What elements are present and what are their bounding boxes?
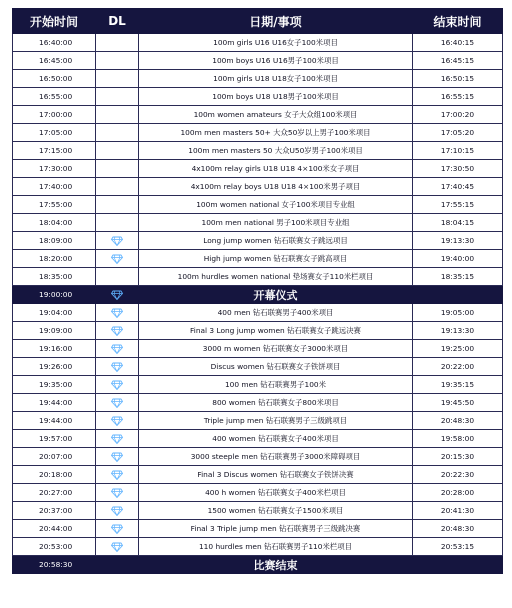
end-time-cell: 19:05:00 [413, 304, 503, 322]
table-row [13, 448, 503, 466]
table-row [13, 322, 503, 340]
dl-cell [96, 322, 139, 340]
start-time-cell: 18:20:00 [13, 250, 96, 268]
start-time-cell: 19:44:00 [13, 412, 96, 430]
schedule-sheet [12, 8, 502, 574]
end-time-cell [413, 556, 503, 574]
dl-cell [96, 178, 139, 196]
event-cell: 100m men masters 50 大众U50岁男子100米项目 [139, 142, 413, 160]
event-cell: 100m women amateurs 女子大众组100米项目 [139, 106, 413, 124]
column-header-dl: DL [96, 9, 139, 34]
table-header-row [13, 9, 503, 34]
dl-cell [96, 268, 139, 286]
diamond-icon [111, 362, 123, 372]
start-time-cell: 19:09:00 [13, 322, 96, 340]
diamond-icon [111, 434, 123, 444]
event-cell: 4x100m relay boys U18 U18 4×100米男子项目 [139, 178, 413, 196]
event-cell: Discus women 钻石联赛女子铁饼项目 [139, 358, 413, 376]
start-time-cell: 18:04:00 [13, 214, 96, 232]
section-row [13, 286, 503, 304]
dl-cell [96, 394, 139, 412]
end-time-cell: 17:05:20 [413, 124, 503, 142]
end-time-cell: 17:30:50 [413, 160, 503, 178]
dl-cell [96, 304, 139, 322]
dl-cell [96, 340, 139, 358]
end-time-cell: 20:48:30 [413, 412, 503, 430]
table-row [13, 304, 503, 322]
column-header-end-time: 结束时间 [413, 9, 503, 34]
event-cell: 1500 women 钻石联赛女子1500米项目 [139, 502, 413, 520]
end-time-cell: 17:00:20 [413, 106, 503, 124]
table-row [13, 502, 503, 520]
event-cell: 400 men 钻石联赛男子400米项目 [139, 304, 413, 322]
event-cell: 3000 m women 钻石联赛女子3000米项目 [139, 340, 413, 358]
dl-cell [96, 214, 139, 232]
diamond-icon [111, 326, 123, 336]
start-time-cell: 20:07:00 [13, 448, 96, 466]
dl-cell [96, 484, 139, 502]
column-header-event: 日期/事项 [139, 9, 413, 34]
event-cell: 400 h women 钻石联赛女子400米栏项目 [139, 484, 413, 502]
diamond-icon [111, 506, 123, 516]
event-cell: 4x100m relay girls U18 U18 4×100米女子项目 [139, 160, 413, 178]
start-time-cell: 19:00:00 [13, 286, 96, 304]
table-row [13, 358, 503, 376]
start-time-cell: 20:37:00 [13, 502, 96, 520]
event-cell: 100m girls U16 U16女子100米项目 [139, 34, 413, 52]
end-time-cell: 16:55:15 [413, 88, 503, 106]
end-time-cell: 20:48:30 [413, 520, 503, 538]
dl-cell [96, 538, 139, 556]
event-cell: 3000 steeple men 钻石联赛男子3000米障碍项目 [139, 448, 413, 466]
end-time-cell: 20:41:30 [413, 502, 503, 520]
table-row [13, 232, 503, 250]
end-time-cell: 20:22:00 [413, 358, 503, 376]
end-time-cell: 19:35:15 [413, 376, 503, 394]
dl-cell [96, 34, 139, 52]
event-cell: 100m men national 男子100米项目专业组 [139, 214, 413, 232]
section-row [13, 556, 503, 574]
start-time-cell: 16:45:00 [13, 52, 96, 70]
dl-cell [96, 430, 139, 448]
start-time-cell: 16:55:00 [13, 88, 96, 106]
diamond-icon [111, 542, 123, 552]
event-cell: 100m girls U18 U18女子100米项目 [139, 70, 413, 88]
end-time-cell: 17:10:15 [413, 142, 503, 160]
end-time-cell: 17:40:45 [413, 178, 503, 196]
dl-cell [96, 106, 139, 124]
table-row [13, 250, 503, 268]
start-time-cell: 19:35:00 [13, 376, 96, 394]
event-cell: Final 3 Long jump women 钻石联赛女子跳远决赛 [139, 322, 413, 340]
start-time-cell: 17:30:00 [13, 160, 96, 178]
diamond-icon [111, 470, 123, 480]
start-time-cell: 17:15:00 [13, 142, 96, 160]
table-row [13, 124, 503, 142]
end-time-cell: 20:22:30 [413, 466, 503, 484]
table-row [13, 268, 503, 286]
start-time-cell: 19:44:00 [13, 394, 96, 412]
column-header-start-time: 开始时间 [13, 9, 96, 34]
end-time-cell: 20:53:15 [413, 538, 503, 556]
event-cell: Long jump women 钻石联赛女子跳远项目 [139, 232, 413, 250]
table-row [13, 52, 503, 70]
table-row [13, 34, 503, 52]
event-cell: 800 women 钻石联赛女子800米项目 [139, 394, 413, 412]
end-time-cell: 18:35:15 [413, 268, 503, 286]
dl-cell [96, 70, 139, 88]
end-time-cell: 18:04:15 [413, 214, 503, 232]
diamond-icon [111, 524, 123, 534]
end-time-cell: 17:55:15 [413, 196, 503, 214]
end-time-cell: 19:40:00 [413, 250, 503, 268]
start-time-cell: 17:00:00 [13, 106, 96, 124]
start-time-cell: 18:09:00 [13, 232, 96, 250]
end-time-cell: 16:45:15 [413, 52, 503, 70]
event-cell: Final 3 Triple jump men 钻石联赛男子三级跳决赛 [139, 520, 413, 538]
table-row [13, 160, 503, 178]
dl-cell [96, 466, 139, 484]
diamond-icon [111, 452, 123, 462]
dl-cell [96, 520, 139, 538]
dl-cell [96, 160, 139, 178]
end-time-cell: 19:58:00 [413, 430, 503, 448]
diamond-icon [111, 416, 123, 426]
diamond-icon [111, 290, 123, 300]
end-time-cell: 19:25:00 [413, 340, 503, 358]
start-time-cell: 20:27:00 [13, 484, 96, 502]
table-row [13, 430, 503, 448]
event-cell: 400 women 钻石联赛女子400米项目 [139, 430, 413, 448]
end-time-cell: 16:50:15 [413, 70, 503, 88]
start-time-cell: 20:44:00 [13, 520, 96, 538]
table-row [13, 538, 503, 556]
dl-cell [96, 124, 139, 142]
diamond-icon [111, 488, 123, 498]
event-cell: 100m men masters 50+ 大众50岁以上男子100米项目 [139, 124, 413, 142]
table-row [13, 142, 503, 160]
end-time-cell [413, 286, 503, 304]
event-cell: 100 men 钻石联赛男子100米 [139, 376, 413, 394]
start-time-cell: 18:35:00 [13, 268, 96, 286]
end-time-cell: 19:13:30 [413, 322, 503, 340]
dl-cell [96, 250, 139, 268]
table-row [13, 88, 503, 106]
end-time-cell: 16:40:15 [413, 34, 503, 52]
end-time-cell: 19:13:30 [413, 232, 503, 250]
diamond-icon [111, 236, 123, 246]
start-time-cell: 16:50:00 [13, 70, 96, 88]
start-time-cell: 17:05:00 [13, 124, 96, 142]
end-time-cell: 20:15:30 [413, 448, 503, 466]
start-time-cell: 20:18:00 [13, 466, 96, 484]
start-time-cell: 20:53:00 [13, 538, 96, 556]
dl-cell [96, 448, 139, 466]
section-title: 开幕仪式 [139, 286, 413, 304]
diamond-icon [111, 308, 123, 318]
dl-cell [96, 142, 139, 160]
event-cell: 100m boys U18 U18男子100米项目 [139, 88, 413, 106]
dl-cell [96, 286, 139, 304]
dl-cell [96, 52, 139, 70]
dl-cell [96, 412, 139, 430]
event-cell: Final 3 Discus women 钻石联赛女子铁饼决赛 [139, 466, 413, 484]
dl-cell [96, 88, 139, 106]
start-time-cell: 19:04:00 [13, 304, 96, 322]
event-cell: 100m women national 女子100米项目专业组 [139, 196, 413, 214]
dl-cell [96, 502, 139, 520]
dl-cell [96, 232, 139, 250]
table-row [13, 466, 503, 484]
diamond-icon [111, 380, 123, 390]
dl-cell [96, 376, 139, 394]
event-cell: High jump women 钻石联赛女子跳高项目 [139, 250, 413, 268]
event-cell: 110 hurdles men 钻石联赛男子110米栏项目 [139, 538, 413, 556]
start-time-cell: 16:40:00 [13, 34, 96, 52]
end-time-cell: 20:28:00 [413, 484, 503, 502]
start-time-cell: 17:40:00 [13, 178, 96, 196]
schedule-table [12, 8, 503, 574]
dl-cell [96, 556, 139, 574]
table-row [13, 196, 503, 214]
table-row [13, 106, 503, 124]
start-time-cell: 19:16:00 [13, 340, 96, 358]
dl-cell [96, 196, 139, 214]
table-row [13, 412, 503, 430]
table-row [13, 178, 503, 196]
start-time-cell: 17:55:00 [13, 196, 96, 214]
table-row [13, 214, 503, 232]
schedule-body [13, 34, 503, 574]
diamond-icon [111, 344, 123, 354]
section-title: 比赛结束 [139, 556, 413, 574]
start-time-cell: 20:58:30 [13, 556, 96, 574]
table-row [13, 484, 503, 502]
table-row [13, 70, 503, 88]
start-time-cell: 19:57:00 [13, 430, 96, 448]
diamond-icon [111, 398, 123, 408]
dl-cell [96, 358, 139, 376]
table-row [13, 520, 503, 538]
table-row [13, 340, 503, 358]
end-time-cell: 19:45:50 [413, 394, 503, 412]
event-cell: Triple jump men 钻石联赛男子三级跳项目 [139, 412, 413, 430]
table-row [13, 376, 503, 394]
diamond-icon [111, 254, 123, 264]
event-cell: 100m hurdles women national 垫场赛女子110米栏项目 [139, 268, 413, 286]
table-row [13, 394, 503, 412]
start-time-cell: 19:26:00 [13, 358, 96, 376]
event-cell: 100m boys U16 U16男子100米项目 [139, 52, 413, 70]
